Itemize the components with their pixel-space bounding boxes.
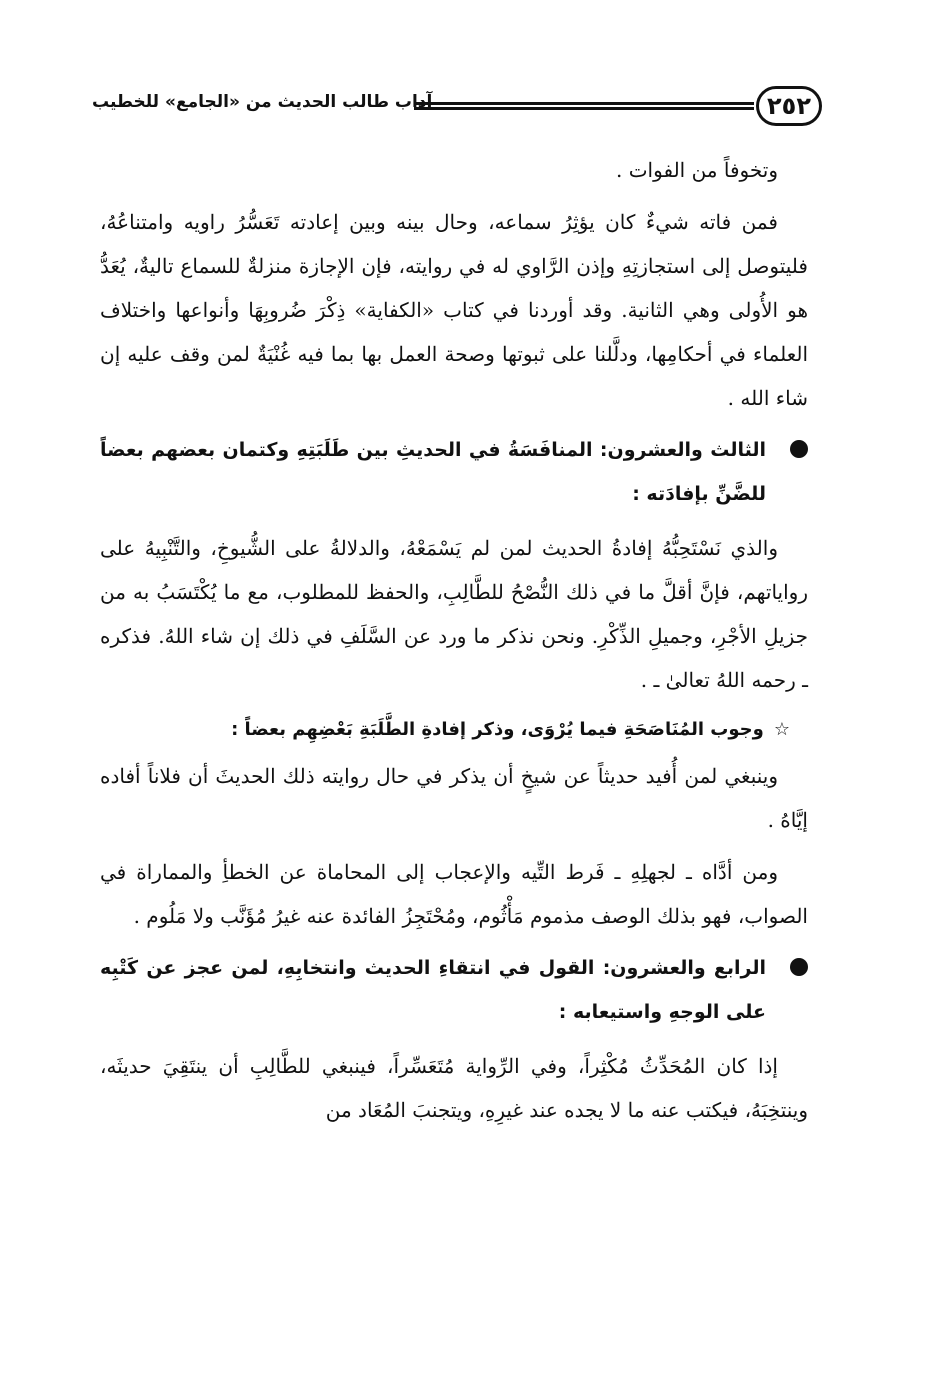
section-heading-23-text: الثالث والعشرون: المنافَسَةُ في الحديثِ بين طَلَبَتِهِ وكتمان بعضهم بعضاً للضَّنِّ بإفادَته :: [100, 439, 766, 505]
subheading-munasaha-text: وجوب المُنَاصَحَةِ فيما يُرْوَى، وذكر إفادةِ الطَّلَبَةِ بَعْضِهِم بعضاً :: [231, 719, 764, 740]
paragraph-ifada: والذي نَسْتَحِبُّهُ إفادةُ الحديث لمن لم يَسْمَعْهُ، والدلالةُ على الشُّيوخِ، والتَّنْبِيهُ على رواياتهم، فإنَّ أقلَّ ما في ذلك النُّصْحُ للطَّالِبِ، والحفظ للمطلوب، مع ما يُكْتَسَبُ به من جزيلِ الأجْرِ، وجميلِ الذِّكْرِ. ونحن نذكر ما ورد عن السَّلَفِ في ذلك إن شاء اللهُ. فذكره ـ رحمه اللهُ تعالىٰ ـ .: [100, 536, 808, 692]
paragraph-continuation: وتخوفاً من الفوات .: [616, 158, 778, 182]
paragraph-yanbaghi: وينبغي لمن أُفيد حديثاً عن شيخٍ أن يذكر في حال روايته ذلك الحديثَ أن فلاناً أفاده إيَّاهُ .: [100, 764, 808, 832]
page-number: ٢٥٢: [756, 86, 822, 126]
bullet-icon: [790, 958, 808, 976]
bullet-icon: [790, 440, 808, 458]
running-title: آداب طالب الحديث من «الجامع» للخطيب: [92, 92, 433, 112]
header-rule: [414, 102, 754, 110]
subheading-munasaha: [100, 710, 808, 750]
paragraph-intiqa: إذا كان المُحَدِّثُ مُكْثِراً، وفي الرِّواية مُتَعَسِّراً، فينبغي للطَّالِبِ أن ينتَقِيَ حديثَه، وينتخِبَهُ، فيكتب عنه ما لا يجده عند غيرِهِ، ويتجنبَ المُعَاد من: [100, 1054, 808, 1122]
section-heading-23: [100, 428, 808, 516]
star-icon: ☆: [773, 719, 790, 740]
paragraph-jahl: ومن أدَّاه ـ لجهلِهِ ـ فَرط التِّيه والإعجاب إلى المحاماة عن الخطأِ والمماراة في الصواب، فهو بذلك الوصف مذموم مَأْثُوم، ومُحْتَجِزُ الفائدة عنه غيرُ مُؤَنَّب ولا مَلُوم .: [100, 860, 808, 928]
page-content: [100, 148, 808, 1140]
section-heading-24: [100, 946, 808, 1034]
page-header: [92, 86, 822, 130]
section-heading-24-text: الرابع والعشرون: القول في انتقاءِ الحديث وانتخابِهِ، لمن عجز عن كَتْبِه على الوجهِ واستيعابه :: [100, 957, 766, 1023]
paragraph-ijaza: فمن فاته شيءٌ كان يؤثِرُ سماعه، وحال بينه وبين إعادته تَعَسُّرُ راويه وامتناعُهُ، فليتوصل إلى استجازتِهِ وإذن الرَّاوي له في روايته، فإن الإجازة منزلةٌ للسماع تاليةٌ، يُعَدُّ هو الأُولى وهي الثانية. وقد أوردنا في كتاب «الكفاية» ذِكْرَ ضُروبِهَا وأنواعها واختلاف العلماء في أحكامِها، ودلَّلنا على ثبوتها وصحة العمل بها بما فيه غُنْيَةٌ لمن وقف عليه إن شاء الله .: [100, 210, 808, 410]
